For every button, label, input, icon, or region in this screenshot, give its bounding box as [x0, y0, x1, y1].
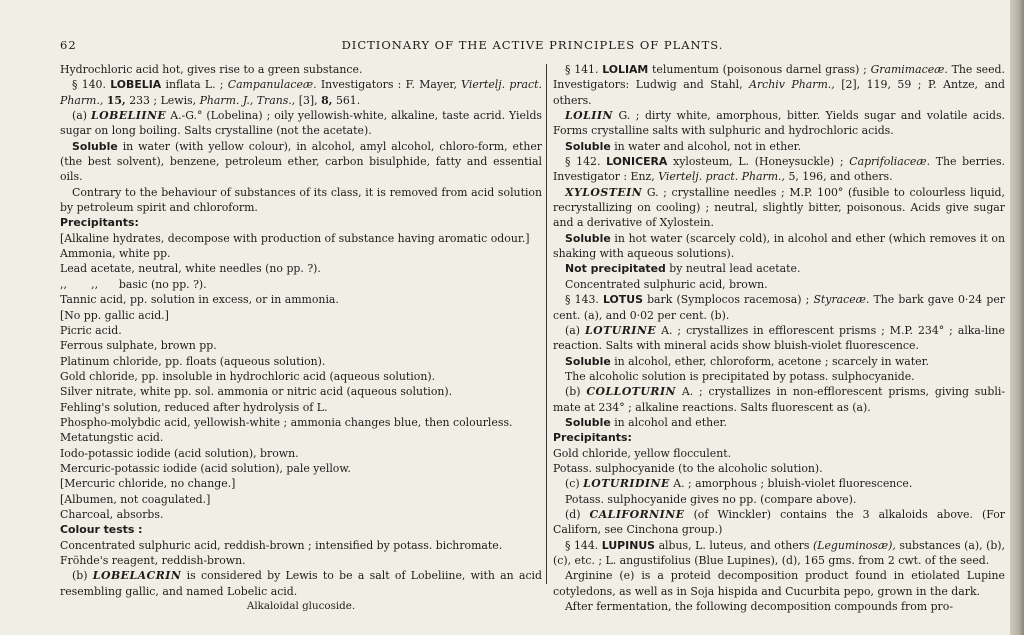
- list-item: Silver nitrate, white pp. sol. ammonia or nitric acid (aqueous solution).: [60, 385, 453, 399]
- paragraph: Contrary to the behaviour of substances of its class, it is removed from acid solution by petroleum spirit and chloroform.: [60, 185, 542, 215]
- solubility: Soluble in water (with yellow colour), in alcohol, amyl alcohol, chloro-form, ether (the best solvent), benzene, petroleum ether, carbon bisulphide, fatty and essential oils.: [60, 139, 543, 184]
- solubility: Soluble in water and alcohol, not in ether.: [565, 139, 802, 153]
- solubility: Soluble in alcohol and ether.: [565, 415, 728, 429]
- list-item: Mercuric-potassic iodide (acid solution), pale yellow.: [60, 461, 351, 475]
- page-header: [60, 38, 1005, 54]
- section-heading: Precipitants:: [553, 431, 632, 445]
- list-item: [Mercuric chloride, no change.]: [60, 477, 236, 491]
- list-item: Ferrous sulphate, brown pp.: [60, 339, 217, 353]
- list-item: Ammonia, white pp.: [60, 247, 171, 261]
- list-item: Lead acetate, neutral, white needles (no pp. ?).: [60, 262, 321, 276]
- left-column: [60, 62, 542, 614]
- compound-lobelacrin: (b) LOBELACRIN is considered by Lewis to be a salt of Lobeliine, with an acid resembling gallic, and named Lobelic acid.: [60, 569, 542, 598]
- list-item: [Albumen, not coagulated.]: [60, 492, 211, 506]
- paragraph: Arginine (e) is a proteid decomposition product found in etiolated Lupine cotyledons, as well as in Soja hispida and Cucurbita pepo, grown in the dark.: [553, 569, 1005, 598]
- entry-lobelia: § 140. LOBELIA inflata L. ; Campanulaceæ. Investigators : F. Mayer, Viertelj. pract. Pharm., 15, 233 ; Lewis, Pharm. J., Trans., [3], 8, 561.: [60, 78, 542, 107]
- paragraph: Potass. sulphocyanide gives no pp. (compare above).: [565, 492, 857, 506]
- list-item: Tannic acid, pp. solution in excess, or in ammonia.: [60, 293, 339, 307]
- running-title: DICTIONARY OF THE ACTIVE PRINCIPLES OF PLANTS.: [341, 38, 724, 52]
- page-edge: [1010, 0, 1024, 635]
- right-column: [553, 62, 1005, 614]
- solubility: Soluble in hot water (scarcely cold), in alcohol and ether (which removes it on shaking with aqueous solutions).: [553, 231, 1005, 261]
- entry-lotus: § 143. LOTUS bark (Symplocos racemosa) ; Styraceæ. The bark gave 0·24 per cent. (a), and 0·02 per cent. (b).: [553, 293, 1005, 322]
- list-item: Platinum chloride, pp. floats (aqueous solution).: [60, 354, 326, 368]
- list-item: ,, ,, basic (no pp. ?).: [60, 277, 207, 291]
- section-label: Alkaloidal glucoside.: [246, 600, 356, 613]
- section-heading: Colour tests :: [60, 523, 143, 537]
- compound-colloturin: (b) COLLOTURIN A. ; crystallizes in non-efflorescent prisms, giving subli-mate at 234° ; alkaline reactions. Salts fluorescent as (a).: [553, 385, 1006, 414]
- entry-loliam: § 141. LOLIAM telumentum (poisonous darnel grass) ; Gramimaceæ. The seed. Investigators: Ludwig and Stahl, Archiv Pharm., [2], 119, 59 ; P. Antze, and others.: [553, 63, 1005, 107]
- compound-lobeliine: (a) LOBELIINE A.-G.° (Lobelina) ; oily yellowish-white, alkaline, taste acrid. Yields sugar on long boiling. Salts crystalline (not the acetate).: [60, 109, 543, 138]
- paragraph: Concentrated sulphuric acid, brown.: [565, 277, 768, 291]
- list-item: [Alkaline hydrates, decompose with production of substance having aromatic odour.]: [60, 231, 530, 245]
- compound-loturine: (a) LOTURINE A. ; crystallizes in efflorescent prisms ; M.P. 234° ; alka-line reaction. Salts with mineral acids show bluish-violet fluorescence.: [553, 323, 1006, 353]
- entry-lonicera: § 142. LONICERA xylosteum, L. (Honeysuckle) ; Caprifoliaceæ. The berries. Investigator : Enz, Viertelj. pract. Pharm., 5, 196, and others.: [553, 155, 1005, 184]
- entry-lupinus: § 144. LUPINUS albus, L. luteus, and others (Leguminosæ), substances (a), (b), (c), etc. ; L. angustifolius (Blue Lupines), (d), 165 gms. from 2 cwt. of the seed.: [553, 538, 1006, 567]
- list-item: Charcoal, absorbs.: [60, 507, 164, 521]
- compound-loliin: LOLIIN G. ; dirty white, amorphous, bitter. Yields sugar and volatile acids. Forms crystalline salts with sulphuric and hydrochloric acids.: [553, 109, 1005, 138]
- precipitation-note: Not precipitated by neutral lead acetate.: [565, 262, 801, 276]
- paragraph: After fermentation, the following decomposition compounds from pro-: [565, 600, 953, 614]
- list-item: Potass. sulphocyanide (to the alcoholic solution).: [553, 461, 823, 475]
- compound-loturidine: (c) LOTURIDINE A. ; amorphous ; bluish-violet fluorescence.: [565, 477, 913, 491]
- list-item: Phospho-molybdic acid, yellowish-white ; ammonia changes blue, then colourless.: [60, 415, 513, 429]
- list-item: Metatungstic acid.: [60, 431, 164, 445]
- list-item: Gold chloride, pp. insoluble in hydrochloric acid (aqueous solution).: [60, 369, 436, 383]
- paragraph: Hydrochloric acid hot, gives rise to a green substance.: [60, 63, 363, 76]
- list-item: Concentrated sulphuric acid, reddish-brown ; intensified by potass. bichromate.: [60, 538, 503, 552]
- paragraph: The alcoholic solution is precipitated by potass. sulphocyanide.: [565, 369, 915, 383]
- compound-californine: (d) CALIFORNINE (of Winckler) contains the 3 alkaloids above. (For Californ, see Cinchona group.): [553, 507, 1005, 537]
- list-item: Picric acid.: [60, 323, 122, 337]
- solubility: Soluble in alcohol, ether, chloroform, acetone ; scarcely in water.: [565, 354, 930, 368]
- list-item: Iodo-potassic iodide (acid solution), brown.: [60, 446, 299, 460]
- list-item: [No pp. gallic acid.]: [60, 308, 169, 322]
- column-divider: [546, 64, 547, 584]
- list-item: Fehling's solution, reduced after hydrolysis of L.: [60, 400, 328, 414]
- compound-xylostein: XYLOSTEIN G. ; crystalline needles ; M.P. 100° (fusible to colourless liquid, recrystallizing on cooling) ; neutral, slightly bitter, poisonous. Acids give sugar and a derivative of Xylostein.: [553, 185, 1005, 230]
- page-number: 62: [60, 38, 77, 52]
- list-item: Fröhde's reagent, reddish-brown.: [60, 554, 246, 567]
- section-heading: Precipitants:: [60, 216, 139, 230]
- list-item: Gold chloride, yellow flocculent.: [553, 446, 732, 460]
